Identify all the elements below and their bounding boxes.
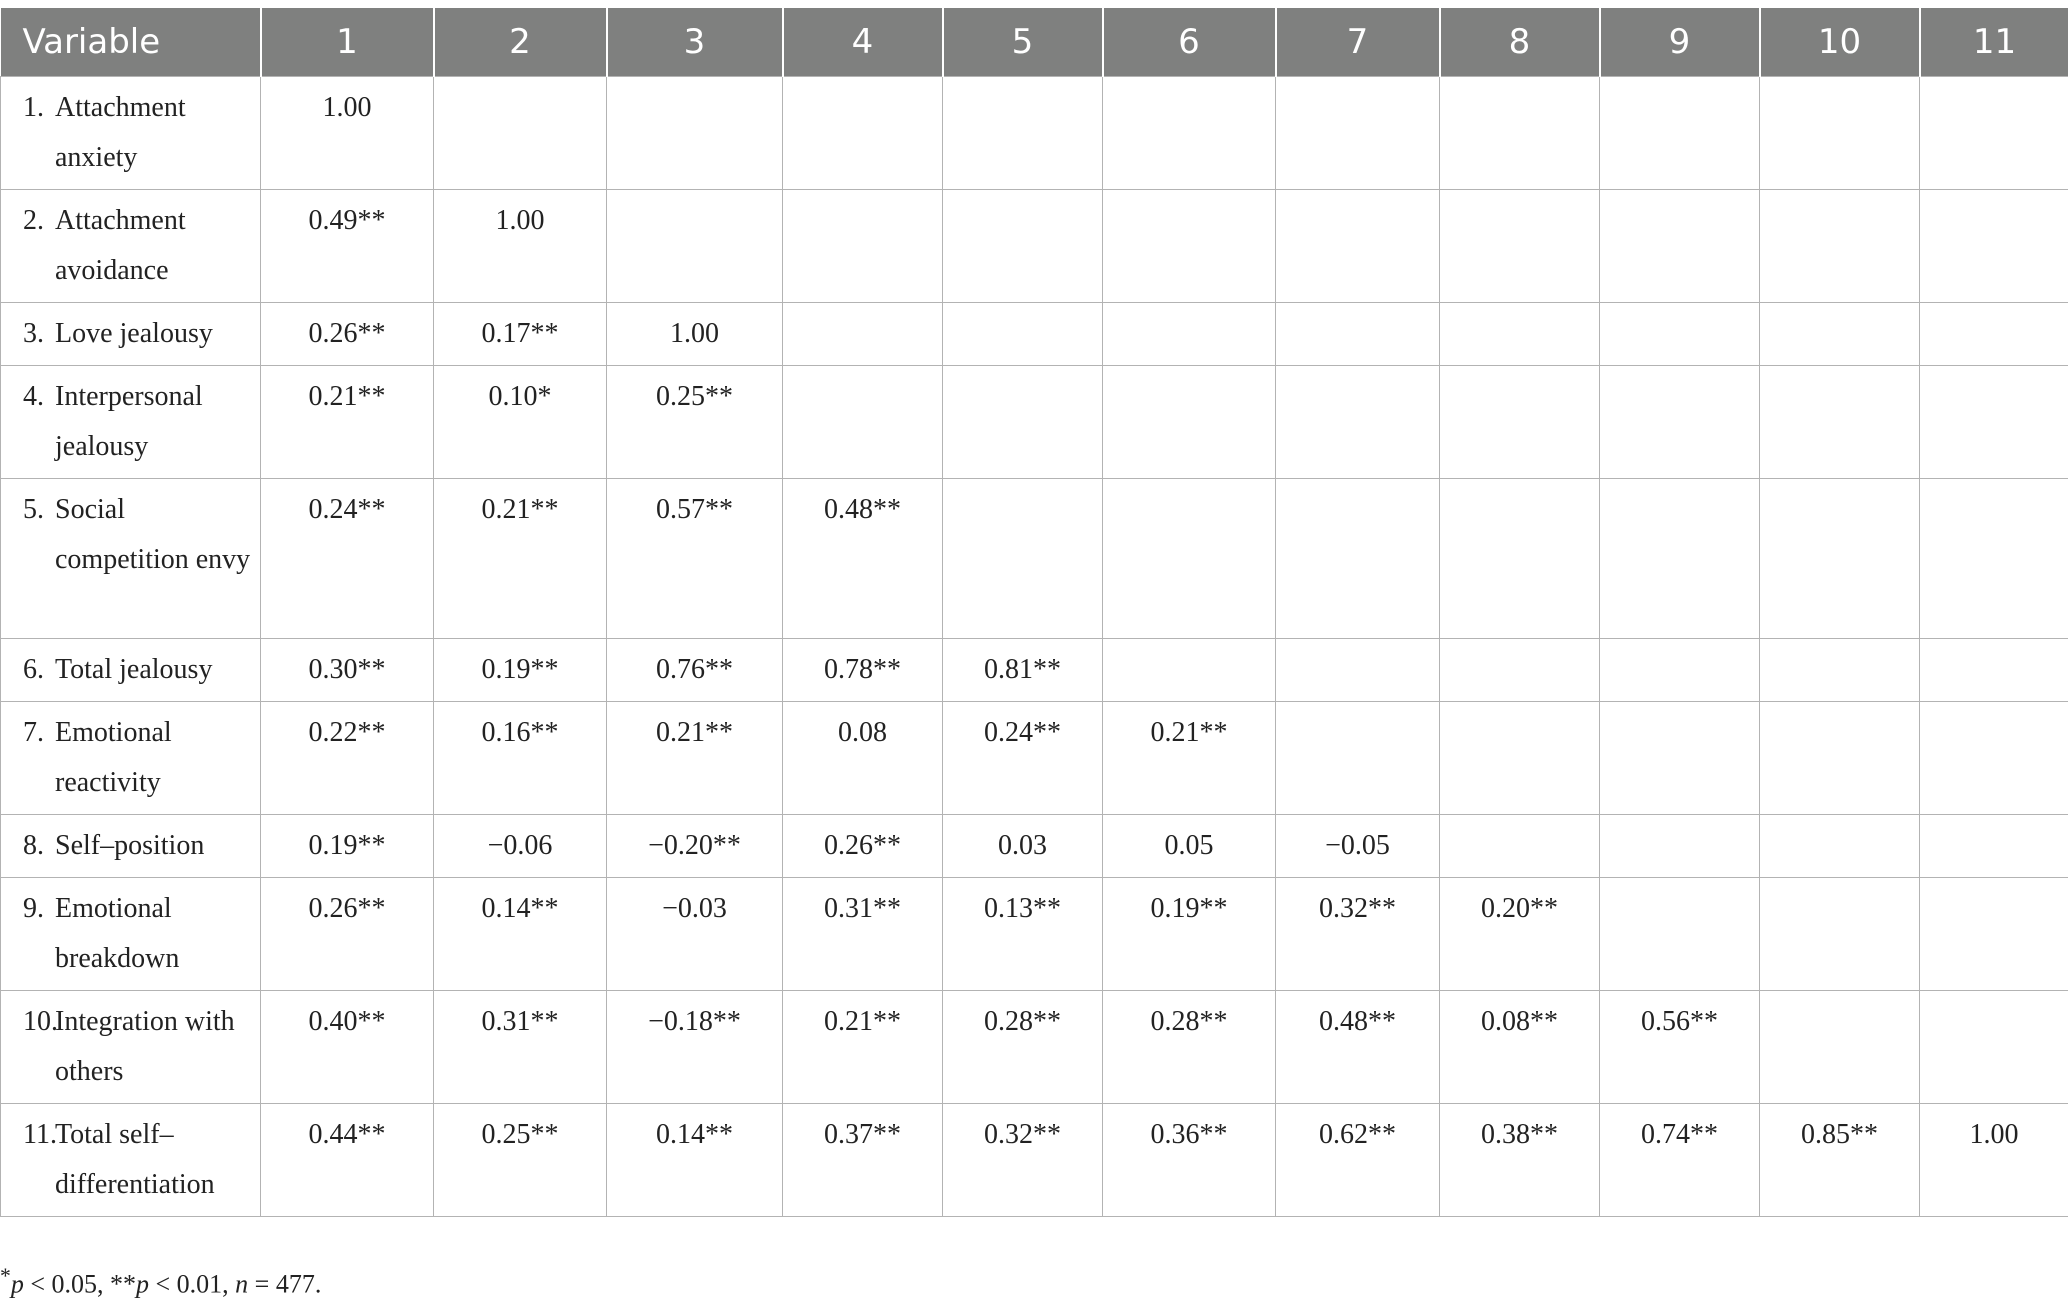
correlation-value: 0.20**: [1481, 893, 1558, 924]
correlation-value: 0.28**: [984, 1006, 1061, 1037]
correlation-value: 0.78**: [824, 654, 901, 685]
correlation-cell: [1760, 702, 1920, 815]
correlation-cell: [434, 303, 607, 366]
correlation-cell: [1600, 878, 1760, 991]
correlation-cell: [783, 303, 943, 366]
correlation-cell: [434, 77, 607, 190]
correlation-cell: [1103, 702, 1276, 815]
correlation-value: 1.00: [1969, 1119, 2019, 1150]
correlation-cell: [1920, 878, 2068, 991]
correlation-cell: [607, 366, 783, 479]
correlation-cell: [1600, 702, 1760, 815]
correlation-cell: [1440, 991, 1600, 1104]
correlation-cell: [434, 479, 607, 639]
correlation-value: 0.21**: [308, 381, 386, 412]
correlation-cell: [943, 702, 1103, 815]
correlation-cell: [1276, 639, 1440, 702]
table-row: [1, 639, 2068, 702]
correlation-value: 0.26**: [308, 893, 386, 924]
header-col-4: 4: [783, 8, 943, 77]
correlation-cell: [1276, 190, 1440, 303]
correlation-cell: [1103, 878, 1276, 991]
correlation-value: 1.00: [322, 92, 372, 123]
correlation-cell: [1760, 77, 1920, 190]
footnote-p-symbol: p: [10, 1269, 24, 1299]
correlation-cell: [261, 991, 434, 1104]
table-row: [1, 702, 2068, 815]
correlation-cell: [1600, 77, 1760, 190]
correlation-value: 0.05: [1164, 830, 1214, 861]
table-row: [1, 878, 2068, 991]
correlation-cell: [1276, 878, 1440, 991]
correlation-cell: [1440, 815, 1600, 878]
correlation-cell: [1760, 815, 1920, 878]
correlation-cell: [434, 366, 607, 479]
correlation-cell: [783, 479, 943, 639]
variable-cell: [1, 878, 261, 991]
variable-label: Attachment avoidance: [55, 205, 186, 286]
variable-number: 5.: [23, 494, 44, 525]
correlation-value: −0.05: [1325, 830, 1390, 861]
correlation-value: 0.74**: [1641, 1119, 1718, 1150]
correlation-cell: [1103, 366, 1276, 479]
correlation-value: 0.30**: [308, 654, 386, 685]
correlation-cell: [943, 303, 1103, 366]
correlation-value: 0.56**: [1641, 1006, 1718, 1037]
correlation-value: 0.19**: [1150, 893, 1228, 924]
correlation-cell: [261, 639, 434, 702]
header-col-1: 1: [261, 8, 434, 77]
correlation-value: 0.21**: [1150, 717, 1228, 748]
table-row: [1, 303, 2068, 366]
correlation-value: −0.20**: [648, 830, 741, 861]
correlation-cell: [1103, 639, 1276, 702]
correlation-cell: [1920, 190, 2068, 303]
table-header-row: [1, 8, 2068, 77]
correlation-cell: [943, 878, 1103, 991]
table-row: [1, 77, 2068, 190]
variable-number: 10.: [23, 1006, 58, 1037]
header-col-9: 9: [1600, 8, 1760, 77]
variable-label: Social competition envy: [55, 494, 251, 575]
correlation-value: 0.44**: [308, 1119, 386, 1150]
header-col-11: 11: [1920, 8, 2068, 77]
correlation-cell: [783, 190, 943, 303]
correlation-cell: [943, 190, 1103, 303]
correlation-cell: [1440, 479, 1600, 639]
correlation-value: 0.31**: [824, 893, 901, 924]
correlation-value: 0.38**: [1481, 1119, 1558, 1150]
correlation-cell: [1440, 77, 1600, 190]
correlation-cell: [1276, 1104, 1440, 1217]
correlation-cell: [261, 366, 434, 479]
correlation-cell: [261, 878, 434, 991]
correlation-cell: [1440, 303, 1600, 366]
correlation-value: 0.21**: [656, 717, 733, 748]
correlation-cell: [261, 479, 434, 639]
variable-label: Interpersonal jealousy: [55, 381, 203, 462]
header-col-6: 6: [1103, 8, 1276, 77]
correlation-cell: [1760, 639, 1920, 702]
correlation-cell: [607, 991, 783, 1104]
correlation-cell: [1103, 190, 1276, 303]
correlation-cell: [607, 190, 783, 303]
correlation-value: 0.13**: [984, 893, 1061, 924]
variable-number: 4.: [23, 381, 44, 412]
variable-label: Emotional reactivity: [55, 717, 172, 798]
correlation-cell: [607, 303, 783, 366]
correlation-value: 0.57**: [656, 494, 733, 525]
variable-cell: [1, 366, 261, 479]
correlation-cell: [1600, 815, 1760, 878]
correlation-cell: [783, 639, 943, 702]
correlation-cell: [1103, 1104, 1276, 1217]
correlation-value: 0.17**: [481, 318, 559, 349]
correlation-cell: [1920, 815, 2068, 878]
correlation-cell: [1920, 1104, 2068, 1217]
variable-cell: [1, 639, 261, 702]
correlation-cell: [943, 639, 1103, 702]
header-variable: Variable: [1, 8, 261, 77]
correlation-cell: [783, 1104, 943, 1217]
correlation-cell: [1440, 639, 1600, 702]
correlation-cell: [1920, 479, 2068, 639]
correlation-cell: [261, 77, 434, 190]
correlation-value: 0.76**: [656, 654, 733, 685]
correlation-cell: [1760, 366, 1920, 479]
variable-cell: [1, 815, 261, 878]
correlation-value: 0.49**: [308, 205, 386, 236]
correlation-cell: [434, 815, 607, 878]
correlation-value: −0.18**: [648, 1006, 741, 1037]
variable-cell: [1, 190, 261, 303]
correlation-cell: [943, 815, 1103, 878]
correlation-cell: [434, 702, 607, 815]
correlation-cell: [607, 77, 783, 190]
correlation-cell: [261, 190, 434, 303]
correlation-cell: [1760, 878, 1920, 991]
header-col-5: 5: [943, 8, 1103, 77]
correlation-cell: [943, 1104, 1103, 1217]
correlation-cell: [1440, 366, 1600, 479]
correlation-cell: [1276, 303, 1440, 366]
variable-number: 7.: [23, 717, 44, 748]
correlation-value: 0.36**: [1150, 1119, 1228, 1150]
correlation-cell: [1760, 991, 1920, 1104]
correlation-cell: [1600, 991, 1760, 1104]
correlation-cell: [1276, 815, 1440, 878]
correlation-cell: [783, 702, 943, 815]
correlation-value: 0.85**: [1801, 1119, 1878, 1150]
correlation-value: 0.14**: [481, 893, 559, 924]
correlation-value: 0.19**: [308, 830, 386, 861]
correlation-value: 0.40**: [308, 1006, 386, 1037]
correlation-value: 1.00: [670, 318, 719, 349]
variable-number: 11.: [23, 1119, 57, 1150]
correlation-table: [0, 8, 2068, 1217]
correlation-cell: [434, 639, 607, 702]
variable-cell: [1, 303, 261, 366]
header-col-2: 2: [434, 8, 607, 77]
correlation-value: 0.08: [838, 717, 887, 748]
variable-number: 1.: [23, 92, 44, 123]
variable-cell: [1, 991, 261, 1104]
correlation-cell: [607, 1104, 783, 1217]
correlation-cell: [607, 702, 783, 815]
correlation-cell: [1103, 479, 1276, 639]
variable-number: 3.: [23, 318, 44, 349]
correlation-value: 0.62**: [1319, 1119, 1396, 1150]
correlation-value: 0.32**: [1319, 893, 1396, 924]
table-row: [1, 366, 2068, 479]
correlation-cell: [434, 878, 607, 991]
correlation-value: 0.25**: [656, 381, 733, 412]
correlation-cell: [434, 991, 607, 1104]
correlation-value: 0.19**: [481, 654, 559, 685]
correlation-cell: [607, 815, 783, 878]
correlation-cell: [261, 815, 434, 878]
table-row: [1, 815, 2068, 878]
correlation-cell: [943, 77, 1103, 190]
correlation-cell: [1600, 1104, 1760, 1217]
correlation-value: 0.10*: [488, 381, 552, 412]
header-col-3: 3: [607, 8, 783, 77]
correlation-value: 0.03: [998, 830, 1047, 861]
correlation-value: 0.48**: [824, 494, 901, 525]
correlation-value: 0.21**: [824, 1006, 901, 1037]
table-row: [1, 479, 2068, 639]
correlation-cell: [607, 878, 783, 991]
correlation-cell: [1600, 303, 1760, 366]
correlation-cell: [1276, 479, 1440, 639]
correlation-cell: [943, 366, 1103, 479]
correlation-value: 0.08**: [1481, 1006, 1558, 1037]
correlation-value: 0.25**: [481, 1119, 559, 1150]
correlation-cell: [1920, 303, 2068, 366]
correlation-cell: [261, 1104, 434, 1217]
correlation-cell: [261, 303, 434, 366]
correlation-cell: [1760, 1104, 1920, 1217]
correlation-cell: [261, 702, 434, 815]
variable-label: Total jealousy: [55, 654, 213, 685]
correlation-cell: [1276, 77, 1440, 190]
correlation-cell: [1760, 303, 1920, 366]
variable-cell: [1, 702, 261, 815]
correlation-cell: [607, 639, 783, 702]
correlation-cell: [1440, 702, 1600, 815]
variable-cell: [1, 479, 261, 639]
correlation-cell: [1103, 77, 1276, 190]
correlation-cell: [1103, 991, 1276, 1104]
correlation-cell: [1600, 190, 1760, 303]
footnote-n-symbol: n: [235, 1269, 249, 1299]
correlation-cell: [783, 366, 943, 479]
table-footnote: [0, 1264, 321, 1300]
correlation-cell: [1103, 303, 1276, 366]
correlation-cell: [1440, 190, 1600, 303]
correlation-value: 0.16**: [481, 717, 559, 748]
correlation-value: 0.24**: [308, 494, 386, 525]
table-row: [1, 1104, 2068, 1217]
correlation-cell: [783, 878, 943, 991]
correlation-cell: [1920, 639, 2068, 702]
correlation-cell: [1276, 991, 1440, 1104]
correlation-cell: [943, 991, 1103, 1104]
correlation-cell: [1920, 991, 2068, 1104]
correlation-cell: [1760, 479, 1920, 639]
correlation-cell: [434, 1104, 607, 1217]
correlation-value: 0.14**: [656, 1119, 733, 1150]
header-col-10: 10: [1760, 8, 1920, 77]
variable-number: 6.: [23, 654, 44, 685]
correlation-cell: [1600, 479, 1760, 639]
footnote-threshold-1: < 0.05, **: [23, 1269, 136, 1299]
correlation-value: 0.22**: [308, 717, 386, 748]
correlation-cell: [434, 190, 607, 303]
correlation-cell: [1276, 366, 1440, 479]
variable-label: Love jealousy: [55, 318, 213, 349]
variable-label: Attachment anxiety: [55, 92, 186, 173]
variable-cell: [1, 1104, 261, 1217]
correlation-value: −0.06: [487, 830, 553, 861]
variable-number: 8.: [23, 830, 44, 861]
variable-number: 9.: [23, 893, 44, 924]
variable-label: Total self–differentiation: [55, 1119, 215, 1200]
variable-label: Integration with others: [55, 1006, 235, 1087]
correlation-value: −0.03: [662, 893, 727, 924]
correlation-value: 0.31**: [481, 1006, 559, 1037]
variable-label: Emotional breakdown: [55, 893, 180, 974]
correlation-value: 0.26**: [824, 830, 901, 861]
variable-cell: [1, 77, 261, 190]
table-row: [1, 991, 2068, 1104]
correlation-cell: [607, 479, 783, 639]
correlation-value: 0.37**: [824, 1119, 901, 1150]
header-col-7: 7: [1276, 8, 1440, 77]
variable-label: Self–position: [55, 830, 205, 861]
correlation-cell: [1440, 878, 1600, 991]
correlation-value: 0.28**: [1150, 1006, 1228, 1037]
footnote-star: *: [0, 1264, 11, 1288]
correlation-value: 0.24**: [984, 717, 1061, 748]
correlation-cell: [1276, 702, 1440, 815]
correlation-value: 1.00: [495, 205, 545, 236]
footnote-p-symbol-2: p: [136, 1269, 149, 1299]
correlation-cell: [943, 479, 1103, 639]
variable-number: 2.: [23, 205, 44, 236]
correlation-cell: [1920, 77, 2068, 190]
correlation-cell: [1760, 190, 1920, 303]
correlation-cell: [1440, 1104, 1600, 1217]
header-col-8: 8: [1440, 8, 1600, 77]
table-row: [1, 190, 2068, 303]
correlation-value: 0.81**: [984, 654, 1061, 685]
correlation-value: 0.48**: [1319, 1006, 1396, 1037]
correlation-cell: [783, 77, 943, 190]
table-body: [1, 77, 2068, 1217]
footnote-threshold-2: < 0.01,: [149, 1269, 236, 1299]
correlation-cell: [783, 815, 943, 878]
correlation-cell: [783, 991, 943, 1104]
correlation-cell: [1103, 815, 1276, 878]
correlation-cell: [1920, 366, 2068, 479]
correlation-cell: [1600, 639, 1760, 702]
correlation-cell: [1920, 702, 2068, 815]
correlation-cell: [1600, 366, 1760, 479]
correlation-value: 0.26**: [308, 318, 386, 349]
correlation-value: 0.21**: [481, 494, 559, 525]
correlation-value: 0.32**: [984, 1119, 1061, 1150]
footnote-sample-size: = 477.: [248, 1269, 322, 1299]
